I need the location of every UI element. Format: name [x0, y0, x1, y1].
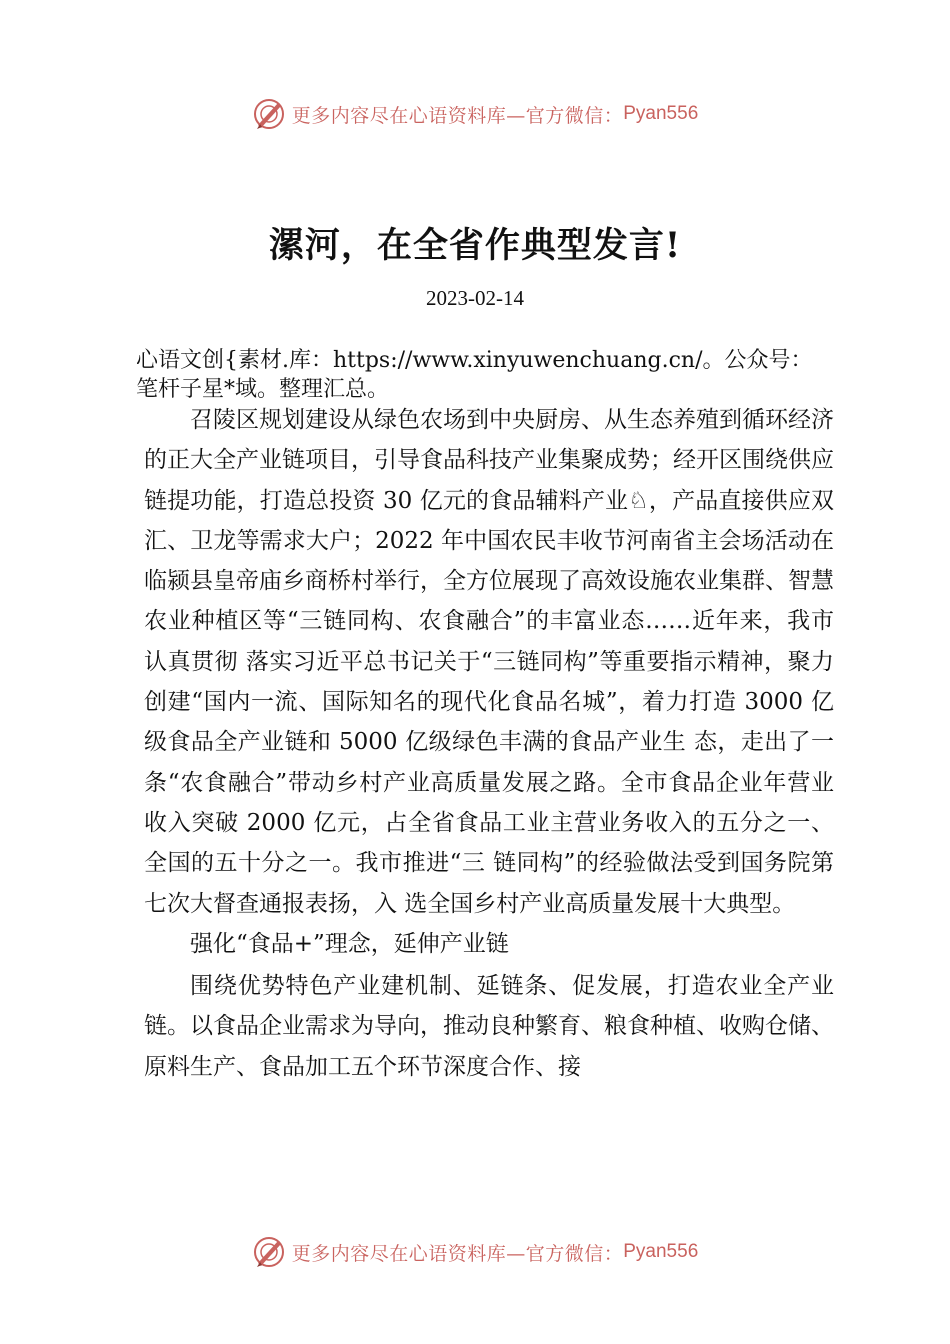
banner-wechat-id: Pyan556	[623, 103, 699, 124]
article-date: 2023-02-14	[426, 286, 524, 310]
pen-logo-icon	[252, 97, 286, 131]
header-banner	[0, 94, 950, 134]
article-title: 漯河，在全省作典型发言!	[268, 225, 682, 266]
banner-text: 更多内容尽在心语资料库—官方微信：	[291, 1242, 624, 1265]
paragraph: 召陵区规划建设从绿色农场到中央厨房、从生态养殖到循环经济的正大全产业链项目，引导食品科技产业集聚成势；经开区围绕供应链提功能，打造总投资 30 亿元的食品辅料产业♘，产品直接供应双汇、卫龙等需求大户；2022 年中国农民丰收节河南省主会场活动在临颍县皇帝庙乡商桥村举行，全方位展现了高效设施农业集群、智慧农业种植区等“三链同构、农食融合”的丰富业态……近年来，我市认真贯彻 落实习近平总书记关于“三链同构”等重要指示精神，聚力创建“国内一流、国际知名的现代化食品名城”，着力打造 3000 亿级食品全产业链和 5000 亿级绿色丰满的食品产业生 态，走出了一条“农食融合”带动乡村产业高质量发展之路。全市食品企业年营业收入突破 2000 亿元，占全省食品工业主营业务收入的五分之一、全国的五十分之一。我市推进“三 链同构”的经验做法受到国务院第七次大督查通报表扬，入 选全国乡村产业高质量发展十大典型。	[144, 407, 834, 917]
paragraph: 围绕优势特色产业建机制、延链条、促发展，打造农业全产业链。以食品企业需求为导向，推动良种繁育、粮食种植、收购仓储、原料生产、食品加工五个环节深度合作、接	[144, 973, 834, 1080]
source-line: 心语文创{素材.库：https://www.xinyuwenchuang.cn/。公众号：笔杆子星*域。整理汇总。	[136, 348, 813, 402]
banner-wechat-id: Pyan556	[623, 1241, 699, 1262]
subheading: 强化“食品+”理念，延伸产业链	[190, 930, 509, 957]
banner-text: 更多内容尽在心语资料库—官方微信：	[291, 104, 624, 127]
article-body	[144, 400, 834, 1087]
footer-banner	[0, 1232, 950, 1272]
pen-logo-icon	[252, 1235, 286, 1269]
